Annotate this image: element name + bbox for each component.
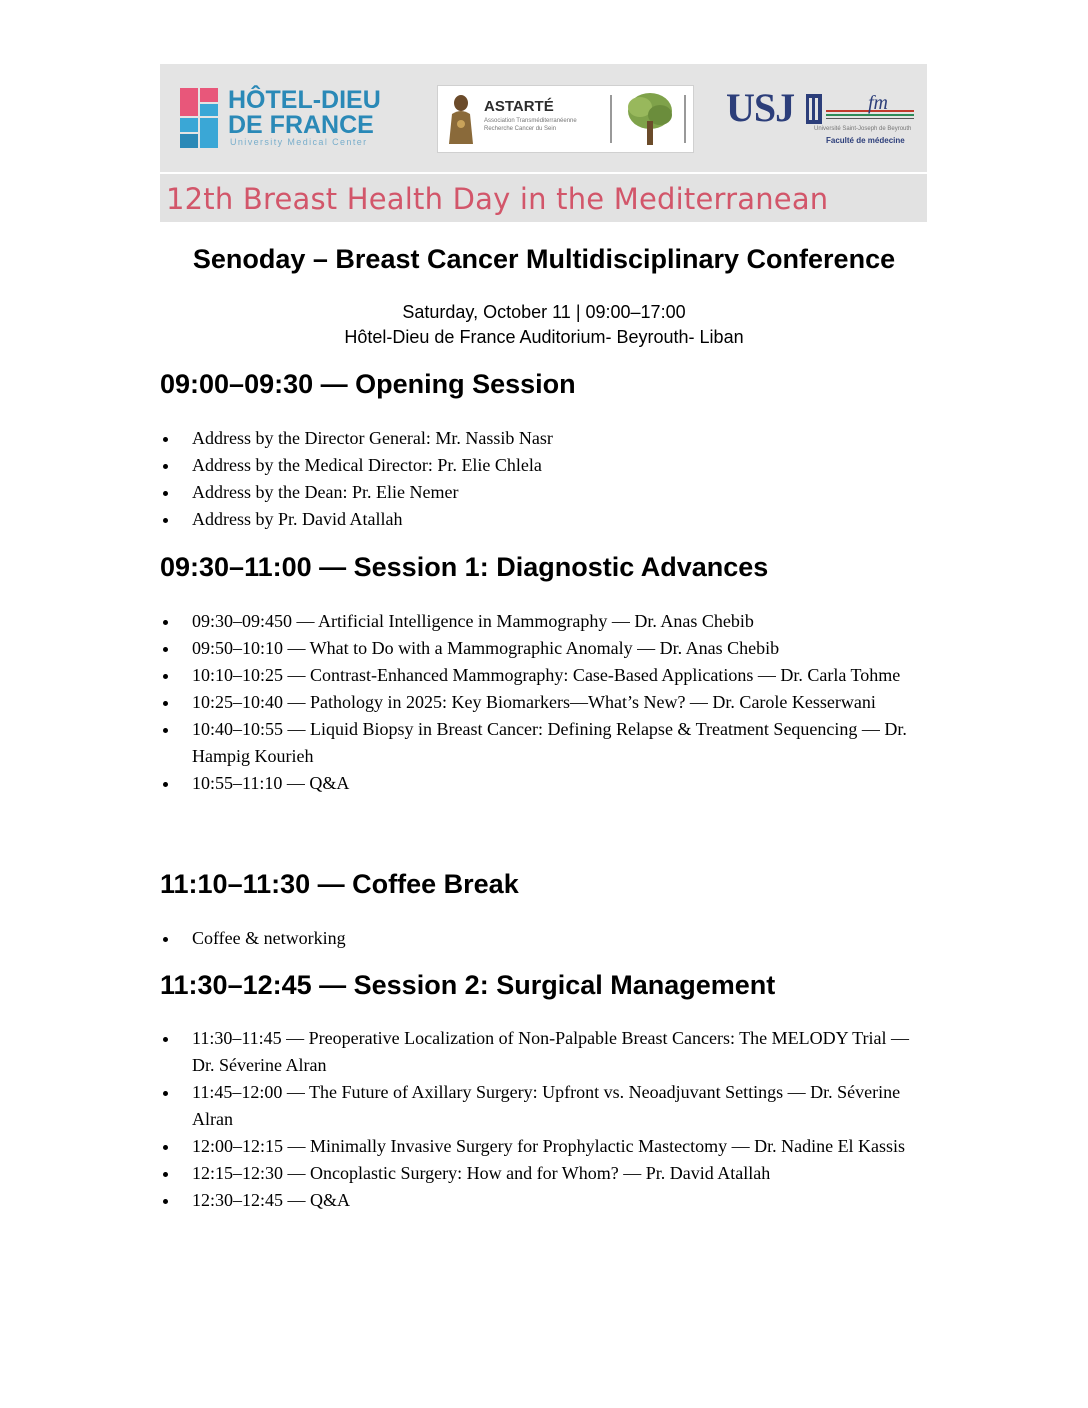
bullet-icon xyxy=(163,1145,168,1150)
section-heading-opening: 09:00–09:30 — Opening Session xyxy=(160,369,576,399)
usj-name: USJ xyxy=(726,85,795,130)
usj-faculty: Faculté de médecine xyxy=(826,136,905,145)
bullet-icon xyxy=(163,647,168,652)
bullet-icon xyxy=(163,491,168,496)
list-item: 12:30–12:45 — Q&A xyxy=(160,1187,928,1214)
hotel-dieu-emblem-icon xyxy=(180,88,220,148)
hotel-dieu-logo xyxy=(180,86,395,152)
bullet-icon xyxy=(163,937,168,942)
list-item: 10:40–10:55 — Liquid Biopsy in Breast Cancer: Defining Relapse & Treatment Sequencing — Dr. Hampig Kourieh xyxy=(160,716,928,770)
section-heading-session-1: 09:30–11:00 — Session 1: Diagnostic Advances xyxy=(160,552,769,582)
astarte-logo xyxy=(437,85,694,153)
list-item: 11:45–12:00 — The Future of Axillary Surgery: Upfront vs. Neoadjuvant Settings — Dr. Séverine Alran xyxy=(160,1079,928,1133)
bullet-icon xyxy=(163,1172,168,1177)
document-title: Senoday – Breast Cancer Multidisciplinary Conference xyxy=(192,244,896,274)
session-1-list xyxy=(160,608,928,797)
list-item: 12:15–12:30 — Oncoplastic Surgery: How and for Whom? — Pr. David Atallah xyxy=(160,1160,928,1187)
coffee-break-list xyxy=(160,925,928,952)
bullet-icon xyxy=(163,674,168,679)
usj-emblem-icon xyxy=(806,90,916,130)
event-date: Saturday, October 11 | 09:00–17:00 xyxy=(402,302,686,322)
event-venue: Hôtel-Dieu de France Auditorium- Beyrouth- Liban xyxy=(344,327,744,347)
bullet-icon xyxy=(163,1037,168,1042)
opening-session-list xyxy=(160,425,928,533)
session-2-list xyxy=(160,1025,928,1214)
hotel-dieu-name-line1: HÔTEL-DIEU xyxy=(228,86,381,114)
astarte-name: ASTARTÉ xyxy=(484,98,554,115)
bullet-icon xyxy=(163,464,168,469)
bullet-icon xyxy=(163,437,168,442)
list-item: Address by the Director General: Mr. Nassib Nasr xyxy=(160,425,928,452)
list-item: 09:30–09:450 — Artificial Intelligence in Mammography — Dr. Anas Chebib xyxy=(160,608,928,635)
bullet-icon xyxy=(163,728,168,733)
olive-tree-icon xyxy=(608,89,688,149)
astarte-subtitle: Association Transméditerranéenne Recherche Cancer du Sein xyxy=(484,118,577,132)
section-heading-coffee-break: 11:10–11:30 — Coffee Break xyxy=(160,869,519,899)
list-item: 09:50–10:10 — What to Do with a Mammographic Anomaly — Dr. Anas Chebib xyxy=(160,635,928,662)
usj-logo xyxy=(726,86,916,150)
list-item: Address by the Medical Director: Pr. Elie Chlela xyxy=(160,452,928,479)
header-banner xyxy=(160,64,927,222)
hotel-dieu-name-line2: DE FRANCE xyxy=(228,111,374,139)
hotel-dieu-tagline: University Medical Center xyxy=(230,137,368,147)
bullet-icon xyxy=(163,1199,168,1204)
bullet-icon xyxy=(163,518,168,523)
bullet-icon xyxy=(163,782,168,787)
svg-text:fm: fm xyxy=(868,92,888,114)
list-item: 10:25–10:40 — Pathology in 2025: Key Biomarkers—What’s New? — Dr. Carole Kesserwani xyxy=(160,689,928,716)
section-heading-session-2: 11:30–12:45 — Session 2: Surgical Management xyxy=(160,970,776,1000)
banner-title: 12th Breast Health Day in the Mediterranean xyxy=(166,182,829,216)
list-item: Coffee & networking xyxy=(160,925,928,952)
bullet-icon xyxy=(163,620,168,625)
bullet-icon xyxy=(163,1091,168,1096)
list-item: 11:30–11:45 — Preoperative Localization of Non-Palpable Breast Cancers: The MELODY Trial — Dr. Séverine Alran xyxy=(160,1025,928,1079)
list-item: 10:10–10:25 — Contrast-Enhanced Mammography: Case-Based Applications — Dr. Carla Tohme xyxy=(160,662,928,689)
usj-caption: Université Saint-Joseph de Beyrouth xyxy=(814,126,912,132)
list-item: 12:00–12:15 — Minimally Invasive Surgery for Prophylactic Mastectomy — Dr. Nadine El Kassis xyxy=(160,1133,928,1160)
list-item: 10:55–11:10 — Q&A xyxy=(160,770,928,797)
bullet-icon xyxy=(163,701,168,706)
list-item: Address by Pr. David Atallah xyxy=(160,506,928,533)
astarte-figure-icon xyxy=(444,94,478,144)
list-item: Address by the Dean: Pr. Elie Nemer xyxy=(160,479,928,506)
